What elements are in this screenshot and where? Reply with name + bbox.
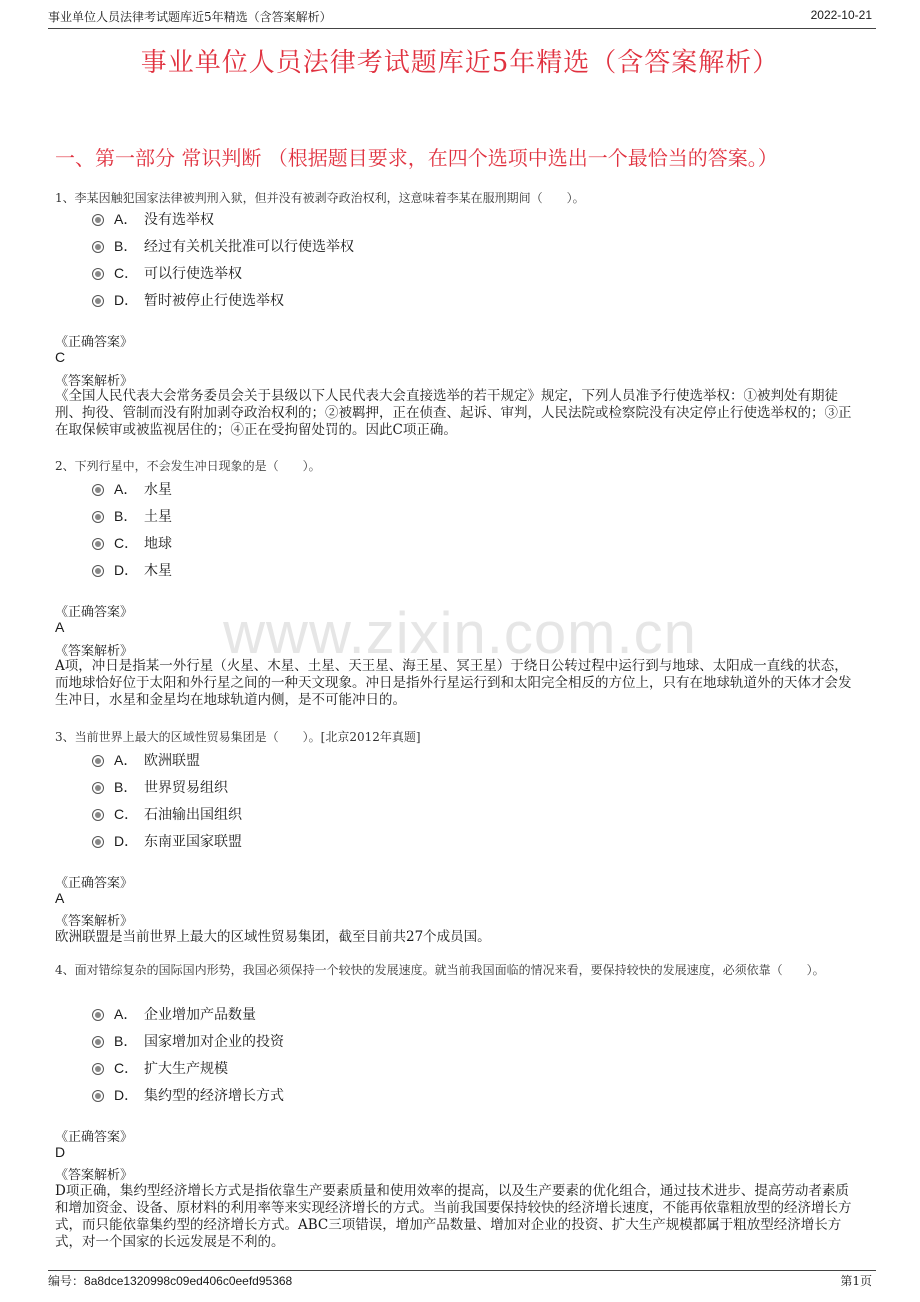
option-key: A． <box>114 1006 138 1022</box>
option-key: B． <box>114 1033 138 1049</box>
option-text: 石油输出国组织 <box>144 807 242 823</box>
option-key: B． <box>114 508 138 524</box>
footer-code-value: 8a8dce1320998c09ed406c0eefd95368 <box>84 1274 293 1288</box>
radio-icon[interactable] <box>92 782 104 794</box>
explanation-label: 《答案解析》 <box>55 644 134 659</box>
question-stem: 3、当前世界上最大的区域性贸易集团是（ ）。[北京2012年真题] <box>55 730 421 744</box>
option-row[interactable] <box>92 506 172 526</box>
question-stem: 1、李某因触犯国家法律被判刑入狱，但并没有被剥夺政治权利，这意味着李某在服刑期间（ ）。 <box>55 191 585 205</box>
option-row[interactable] <box>92 560 172 580</box>
option-key: C． <box>114 1060 139 1076</box>
header-doc-name: 事业单位人员法律考试题库近5年精选（含答案解析） <box>48 10 332 24</box>
question-stem: 4、面对错综复杂的国际国内形势，我国必须保持一个较快的发展速度。就当前我国面临的情况来看，要保持较快的发展速度，必须依靠（ ）。 <box>55 963 825 977</box>
correct-answer: A <box>55 890 65 906</box>
explanation-label: 《答案解析》 <box>55 914 134 929</box>
footer-divider <box>48 1270 876 1271</box>
option-key: D． <box>114 1087 139 1103</box>
explanation-text: A项，冲日是指某一外行星（火星、木星、土星、天王星、海王星、冥王星）于绕日公转过程中运行到与地球、太阳成一直线的状态，而地球恰好位于太阳和外行星之间的一种天文现象。冲日是指外行星运行到和太阳完全相反的方位上，只有在地球轨道外的天体才会发生冲日，水星和金星均在地球轨道内侧，是不可能冲日的。 <box>55 658 852 708</box>
document-title: 事业单位人员法律考试题库近5年精选（含答案解析） <box>140 48 780 78</box>
option-text: 经过有关机关批准可以行使选举权 <box>144 239 354 255</box>
footer-code-label: 编号： <box>48 1274 85 1288</box>
option-text: 企业增加产品数量 <box>144 1007 256 1023</box>
option-text: 可以行使选举权 <box>144 266 242 282</box>
option-key: A． <box>114 752 138 768</box>
option-text: 水星 <box>144 482 172 498</box>
correct-answer-label: 《正确答案》 <box>55 1130 134 1145</box>
option-row[interactable] <box>92 236 354 256</box>
watermark: www.zixin.com.cn <box>223 601 697 666</box>
option-key: C． <box>114 535 139 551</box>
option-key: D． <box>114 562 139 578</box>
option-row[interactable] <box>92 290 284 310</box>
option-key: A． <box>114 211 138 227</box>
header-date: 2022-10-21 <box>810 8 872 22</box>
radio-icon[interactable] <box>92 1036 104 1048</box>
correct-answer: A <box>55 619 65 635</box>
option-text: 扩大生产规模 <box>144 1061 228 1077</box>
option-key: B． <box>114 238 138 254</box>
correct-answer-label: 《正确答案》 <box>55 605 134 620</box>
correct-answer-label: 《正确答案》 <box>55 876 134 891</box>
correct-answer: D <box>55 1144 66 1160</box>
option-key: B． <box>114 779 138 795</box>
radio-icon[interactable] <box>92 241 104 253</box>
radio-icon[interactable] <box>92 1090 104 1102</box>
option-row[interactable] <box>92 263 242 283</box>
radio-icon[interactable] <box>92 1063 104 1075</box>
radio-icon[interactable] <box>92 268 104 280</box>
option-row[interactable] <box>92 479 172 499</box>
option-key: D． <box>114 833 139 849</box>
option-row[interactable] <box>92 209 214 229</box>
header-divider <box>48 28 876 29</box>
radio-icon[interactable] <box>92 809 104 821</box>
correct-answer-label: 《正确答案》 <box>55 335 134 350</box>
option-row[interactable] <box>92 1058 228 1078</box>
question-stem: 2、下列行星中，不会发生冲日现象的是（ ）。 <box>55 459 321 473</box>
option-text: 集约型的经济增长方式 <box>144 1088 284 1104</box>
radio-icon[interactable] <box>92 565 104 577</box>
option-key: D． <box>114 292 139 308</box>
radio-icon[interactable] <box>92 511 104 523</box>
radio-icon[interactable] <box>92 295 104 307</box>
explanation-label: 《答案解析》 <box>55 1168 134 1183</box>
option-row[interactable] <box>92 777 228 797</box>
section-heading: 一、第一部分 常识判断 （根据题目要求，在四个选项中选出一个最恰当的答案。） <box>55 146 778 170</box>
option-text: 木星 <box>144 563 172 579</box>
option-row[interactable] <box>92 804 242 824</box>
option-text: 世界贸易组织 <box>144 780 228 796</box>
option-text: 国家增加对企业的投资 <box>144 1034 284 1050</box>
option-text: 没有选举权 <box>144 212 214 228</box>
option-key: C． <box>114 265 139 281</box>
option-key: A． <box>114 481 138 497</box>
option-key: C． <box>114 806 139 822</box>
radio-icon[interactable] <box>92 484 104 496</box>
option-row[interactable] <box>92 1004 256 1024</box>
radio-icon[interactable] <box>92 1009 104 1021</box>
option-text: 土星 <box>144 509 172 525</box>
radio-icon[interactable] <box>92 755 104 767</box>
explanation-text: 欧洲联盟是当前世界上最大的区域性贸易集团，截至目前共27个成员国。 <box>55 929 491 945</box>
option-row[interactable] <box>92 1031 284 1051</box>
option-text: 暂时被停止行使选举权 <box>144 293 284 309</box>
footer-code <box>48 1272 292 1289</box>
option-row[interactable] <box>92 533 172 553</box>
explanation-text: 《全国人民代表大会常务委员会关于县级以下人民代表大会直接选举的若干规定》规定，下列人员准予行使选举权：①被判处有期徒刑、拘役、管制而没有附加剥夺政治权利的；②被羁押，正在侦查、起诉、审判，人民法院或检察院没有决定停止行使选举权的；③正在取保候审或被监视居住的；④正在受拘留处罚的。因此C项正确。 <box>55 388 852 438</box>
option-row[interactable] <box>92 750 200 770</box>
option-row[interactable] <box>92 831 242 851</box>
radio-icon[interactable] <box>92 214 104 226</box>
option-row[interactable] <box>92 1085 284 1105</box>
footer-page-number: 第1页 <box>840 1274 872 1288</box>
radio-icon[interactable] <box>92 836 104 848</box>
explanation-text: D项正确，集约型经济增长方式是指依靠生产要素质量和使用效率的提高，以及生产要素的优化组合，通过技术进步、提高劳动者素质和增加资金、设备、原材料的利用率等来实现经济增长的方式。当前我国要保持较快的经济增长速度，不能再依靠粗放型的经济增长方式，而只能依靠集约型的经济增长方式。ABC三项错误，增加产品数量、增加对企业的投资、扩大生产规模都属于粗放型经济增长方式，对一个国家的长远发展是不利的。 <box>55 1183 852 1250</box>
option-text: 东南亚国家联盟 <box>144 834 242 850</box>
radio-icon[interactable] <box>92 538 104 550</box>
correct-answer: C <box>55 349 66 365</box>
option-text: 地球 <box>144 536 172 552</box>
option-text: 欧洲联盟 <box>144 753 200 769</box>
explanation-label: 《答案解析》 <box>55 374 134 389</box>
